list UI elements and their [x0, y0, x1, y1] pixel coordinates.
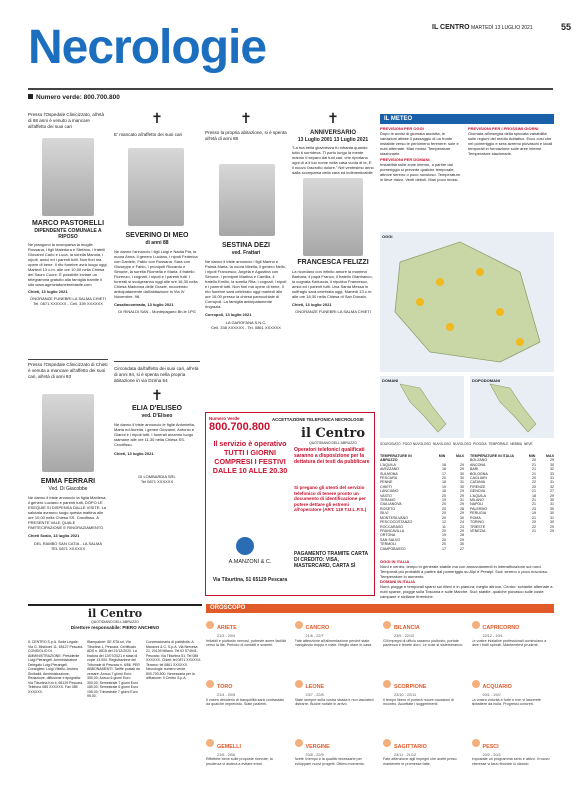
ad-address: Via Tiburtina, 51 65129 Pescara — [212, 577, 288, 583]
weather-title: IL METEO — [380, 114, 554, 124]
obit-photo — [42, 138, 94, 216]
zodiac-text: Avete il tempo e la qualità necessarie per sviluppare nuovi progetti. Ottimo momento. — [294, 757, 365, 766]
temp-min: 19 — [442, 484, 446, 489]
temp-city: CAGLIARI — [470, 476, 487, 481]
temp-min: 20 — [442, 537, 446, 542]
temp-min: 12 — [442, 520, 446, 525]
temps-italia-table — [470, 454, 554, 533]
zodiac-date: 21/5 - 20/6 — [217, 752, 236, 757]
forecast-tomorrow-title: PREVISIONI PER DOMANI — [380, 157, 430, 162]
temp-max: 24 — [460, 520, 464, 525]
ad-banner: ACCETTAZIONE TELEFONICA NECROLOGIE — [272, 417, 364, 422]
obit-role: di anni 88 — [145, 240, 169, 246]
obit-role: ved. Frattari — [231, 250, 261, 256]
obituary-dimeo — [114, 112, 200, 362]
temp-max: 28 — [460, 506, 464, 511]
zodiac-name: CAPRICORNO — [482, 625, 520, 631]
abruzzo-map-icon — [380, 232, 554, 372]
min-header: MIN — [528, 454, 536, 458]
zodiac-sign — [383, 735, 466, 794]
temp-city: BOLZANO — [470, 458, 488, 463]
obit-footer: Chieti Scalo, 13 luglio 2021 — [28, 533, 80, 538]
obit-agency: DI LOMBARDIA SRL — [138, 474, 176, 480]
temp-city: MONTESILVANO — [380, 515, 409, 520]
temp-min: 22 — [532, 480, 536, 485]
publisher-brand-sub: QUOTIDIANO DELL'ABRUZZO — [91, 620, 139, 624]
temp-min: 19 — [442, 533, 446, 538]
ad-company: A.MANZONI & C. — [228, 559, 272, 565]
zodiac-text: Irritabili e piuttosto nervosi, potreste avere facilità verso la lite. Periodo di contatti e scambi. — [206, 638, 286, 647]
zodiac-name: BILANCIA — [394, 625, 420, 631]
zodiac-sign — [472, 735, 555, 794]
temp-city: VASTO — [380, 493, 392, 498]
temps-abruzzo-table — [380, 454, 464, 551]
zodiac-sign — [206, 616, 289, 675]
anniv-dates: 13 Luglio 2001 13 Luglio 2021 — [297, 137, 369, 143]
obituary-deliseo — [114, 366, 200, 596]
temp-min: 21 — [532, 471, 536, 476]
temp-max: 32 — [550, 467, 554, 472]
temp-min: 19 — [442, 498, 446, 503]
obit-intro: Presso l'Ospedale Clinicizzato, all'età di 68 anni è venuto a mancare all'affetto dei suoi cari — [28, 112, 105, 129]
temp-city: LANCIANO — [380, 489, 399, 494]
temps-abruzzo-title: TEMPERATURE IN ABRUZZO — [380, 454, 412, 463]
temp-max: 30 — [460, 515, 464, 520]
obit-intro: E' mancato all'affetto dei suoi cari — [114, 132, 183, 137]
zodiac-name: TORO — [217, 684, 233, 691]
obit-photo — [219, 164, 275, 236]
temp-max: 29 — [550, 458, 554, 463]
legend-partly-cloudy: POCO NUVOLOSO — [402, 442, 431, 446]
temp-city: ROCCARASO — [380, 524, 404, 529]
temp-max: 31 — [460, 498, 464, 503]
obit-body: Ne piangono la scomparsa la moglie Rossana, i figli Maledora e Stefano, i fratelli Giovanni Carlo e Luca, la sorella Manola, i nipoti, amici ed i parenti tutti. Non fiori ma opere di bene. Il rito funebre avrà luogo oggi, Martedì 13 c.m. alle ore 10,00 nella Chiesa del Sacro Cuore. È possibile inviare un telegramma gratuito alla famiglia tramite il sito www.agenziafunebrebasile.com — [28, 242, 108, 287]
zodiac-date: 20/2 - 20/3 — [482, 752, 501, 757]
temp-city: ANCONA — [470, 462, 486, 467]
temp-max: 31 — [460, 480, 464, 485]
zodiac-icon — [295, 621, 303, 629]
temp-max: 30 — [550, 498, 554, 503]
temp-city: TRIESTE — [470, 524, 486, 529]
zodiac-icon — [383, 739, 391, 747]
legend-overcast: NUVOLOSO — [453, 442, 472, 446]
publisher-col-c: Concessionaria di pubblicità: A. Manzoni & C. S.p.A. Via Nervesa 21, 20139 Milano. Tel 02 574941. Pescara: Via Tiburtina 51, Tel 085 XXXXXX. Chieti: tel 0871 XXXXXX. Teramo: tel 0861 XXXXXX. Necrologie numero verde 800.700.800. Necessaria per la diffusione: Il Centro S.p.A. — [146, 640, 202, 680]
zodiac-icon — [383, 680, 391, 688]
zodiac-date: 21/4 - 20/5 — [217, 693, 236, 698]
temp-min: 20 — [532, 484, 536, 489]
temp-max: 29 — [460, 493, 464, 498]
temp-min: 19 — [532, 511, 536, 516]
obit-role: ved. D'Eliseo — [141, 413, 173, 420]
min-header: MIN — [438, 454, 446, 458]
temp-city: SULMONA — [380, 471, 398, 476]
anniversary-felizzi — [292, 112, 374, 412]
temp-city: SILVI — [380, 511, 389, 516]
temp-min: 20 — [442, 476, 446, 481]
temp-min: 20 — [532, 458, 536, 463]
zodiac-date: 23/7 - 22/8 — [305, 693, 324, 698]
zodiac-sign — [295, 735, 378, 794]
temp-max: 31 — [550, 480, 554, 485]
zodiac-name: GEMELLI — [217, 743, 241, 750]
temp-city: ROMA — [470, 515, 481, 520]
zodiac-name: SCORPIONE — [394, 684, 427, 691]
anniv-photo — [303, 178, 363, 256]
temp-max: 23 — [459, 524, 464, 529]
obit-name: SESTINA DEZI — [222, 242, 270, 249]
temp-min: 21 — [532, 467, 536, 472]
temp-min: 22 — [532, 524, 536, 529]
obit-photo — [42, 394, 94, 472]
zodiac-icon — [472, 621, 480, 629]
temp-city: TERMOLI — [380, 542, 396, 547]
obit-agency-tel: TEL 0871 XXXXXX — [50, 546, 86, 551]
zodiac-date: 23/10 - 22/11 — [394, 693, 417, 698]
zodiac-icon — [206, 621, 214, 629]
zodiac-icon — [295, 739, 303, 747]
zodiac-text: Il tempo libero vi porterà nuove occasioni di incontro. Accettate i suggerimenti. — [383, 697, 454, 707]
temp-min: 20 — [442, 515, 446, 520]
temp-max: 30 — [550, 506, 554, 511]
temp-max: 29 — [460, 467, 464, 472]
temp-min: 11 — [442, 524, 446, 529]
zodiac-text: Impostate un programma serio e attivo. Il nuovo interesse vi farà ritrovare lo slancio. — [471, 757, 550, 766]
temp-min: 20 — [442, 506, 446, 511]
obit-intro: Presso l'Ospedale Clinicizzato di Chieti è venuta a mancare all'affetto dei suoi cari, all'età di anni 93 — [28, 362, 108, 379]
zodiac-name: VERGINE — [305, 743, 330, 750]
publisher-director: Direttore responsabile: PIERO ANCHINO — [70, 625, 160, 630]
obit-name: MARCO PASTORELLI — [31, 220, 105, 227]
zodiac-text: Gli impegni di ufficio saranno piuttosto, portate pazienza e tenete duro. Le cose si sistemeranno. — [383, 638, 464, 647]
temp-min: 17 — [442, 471, 446, 476]
temp-max: 29 — [460, 511, 464, 516]
temp-max: 29 — [460, 462, 464, 467]
temp-city: GIULIANOVA — [380, 502, 402, 507]
zodiac-text: Il vostro desiderio di tranquillità sarà contrastato da qualche imprevisto. Siate pazienti. — [206, 697, 285, 707]
temp-max: 29 — [460, 537, 464, 542]
italy-map-icon — [470, 376, 554, 438]
temp-max: 27 — [550, 489, 554, 494]
temp-max: 33 — [550, 471, 554, 476]
zodiac-text: Fate attenzione agli impegni che avete preso: mantenete le promesse fatte. — [383, 757, 458, 766]
column-divider — [114, 361, 200, 362]
zodiac-name: ACQUARIO — [482, 684, 512, 691]
zodiac-date: 23/9 - 22/10 — [394, 634, 415, 638]
anniv-title: ANNIVERSARIO — [309, 130, 356, 136]
temp-city: PESCOCOSTANZO — [380, 520, 413, 525]
anniv-footer: Chieti, 13 luglio 2021 — [292, 302, 332, 307]
temp-city: AVEZZANO — [380, 467, 400, 472]
obit-agency-tel: Tel. 0871 XXXXXX - Cell. 339 XXXXXX — [33, 301, 103, 306]
publisher-box — [28, 604, 202, 794]
temp-min: 21 — [532, 515, 536, 520]
ad-operators: Operatori telefonici qualificati saranno a disposizione per la dettatura dei testi da pubblicare — [294, 447, 370, 466]
weather-map-after — [470, 376, 554, 438]
temp-city: ROSETO — [380, 506, 396, 511]
obit-footer: Corropoli, 13 luglio 2021 — [205, 312, 252, 317]
legend-cloudy: NUVOLOSO — [432, 442, 452, 446]
zodiac-icon — [206, 739, 214, 747]
ad-requirements: Si pregano gli utenti del servizio telefonico di tenere pronto un documento di identificazione per potere dettare gli estremi all'operatore (ART. 119 T.U.L.P.S.) — [294, 485, 367, 513]
temp-max: 29 — [460, 502, 464, 507]
obit-intro: Circondata dall'affetto dei suoi cari, all'età di anni 94, si è spenta nella propria abitazione in via Dzima 54 — [114, 366, 199, 383]
obituary-ferrari — [28, 362, 108, 597]
temp-min: 18 — [442, 489, 446, 494]
temp-city: CATANIA — [470, 480, 486, 485]
temp-city: MILANO — [470, 498, 484, 503]
temp-city: PERUGIA — [470, 511, 487, 516]
temp-min: 20 — [532, 476, 536, 481]
temp-min: 23 — [532, 506, 536, 511]
weather-map-today — [380, 232, 554, 372]
zodiac-sign — [206, 675, 289, 734]
temp-max: 30 — [550, 462, 554, 467]
obit-intro: Presso la propria abitazione, si è spenta all'età di anni 88 — [205, 130, 287, 141]
zodiac-sign — [472, 675, 555, 734]
temp-city: PESCARA — [380, 476, 398, 481]
temp-min: 18 — [532, 493, 536, 498]
obit-photo — [128, 148, 184, 226]
zodiac-date: 23/8 - 22/9 — [305, 752, 324, 757]
temp-row — [470, 529, 554, 533]
necrology-ad — [205, 412, 375, 596]
temp-min: 20 — [442, 502, 446, 507]
obit-role: Ved. Di Giacobbe — [48, 486, 88, 492]
publisher-brand: il Centro — [87, 607, 143, 620]
legend-rain: PIOGGIA — [473, 442, 487, 446]
zodiac-name: ARIETE — [217, 625, 237, 631]
zodiac-text: Riflettete bene sulle proposte ricevute; la prudenza vi aiuterà a evitare errori. — [206, 757, 273, 766]
temp-min: 18 — [442, 480, 446, 485]
map-after-label: DOPODOMANI — [472, 378, 500, 383]
temp-min: 21 — [532, 498, 536, 503]
weather-map-tomorrow — [380, 376, 464, 438]
obituary-dezi — [205, 112, 287, 347]
italy-today-text: Nord e centro: tempo in generale stabile ma con annuvolamenti in intensificazione sul nord. Temporali più probabili a partire dal pomeriggio su Alpi e Prealpi. Sud: sereno o poco nuvoloso. Temperature in aumento. — [380, 564, 549, 579]
temp-city: TERAMO — [380, 498, 396, 503]
obit-agency: ONORANZE FUNEBRI LA SALMA CHIETI — [30, 296, 106, 301]
legend-fog: NEBBIA — [510, 442, 522, 446]
temp-min: 20 — [442, 493, 446, 498]
ad-service-hours: Il servizio è operativo TUTTI I GIORNI COMPRESI I FESTIVI DALLE 10 ALLE 20.30 — [212, 439, 288, 475]
temp-max: 32 — [550, 484, 554, 489]
obit-name: EMMA FERRARI — [40, 478, 96, 485]
temp-city: VENEZIA — [470, 528, 486, 533]
zodiac-name: PESCI — [482, 743, 499, 750]
max-header: MAX — [456, 454, 464, 458]
zodiac-sign — [472, 616, 555, 675]
zodiac-date: 20/1 - 19/2 — [482, 693, 501, 698]
zodiac-icon — [295, 680, 303, 688]
temps-italia-title: TEMPERATURE IN ITALIA — [470, 454, 514, 458]
phone-label — [28, 94, 120, 101]
temp-max: 30 — [550, 520, 554, 525]
legend-snow: NEVE — [523, 442, 533, 446]
forecast-next-text: Giornata all'insegna della spiccata variabilità sulle regioni del medio Adriatico. Ecco così che nel pomeriggio e sera avremo piovaschi e locali temporali in formazione sulle aree interne. Temperature stazionarie. — [468, 131, 553, 156]
zodiac-name: CANCRO — [305, 625, 330, 631]
obit-footer: Casalincontrada, 13 luglio 2021 — [114, 302, 174, 307]
weather-legend — [380, 442, 554, 452]
zodiac-date: 21/3 - 20/4 — [217, 634, 236, 638]
italy-tomorrow-title: DOMANI IN ITALIA — [380, 579, 416, 584]
temp-min: 17 — [442, 546, 446, 551]
cross-icon: ✝ — [151, 111, 163, 127]
zodiac-sign — [295, 616, 378, 675]
temp-max: 30 — [460, 484, 464, 489]
temp-max: 29 — [550, 524, 554, 529]
weather-section — [380, 114, 554, 598]
temp-max: 29 — [550, 528, 554, 533]
obit-footer: Chieti, 13 luglio 2021 — [114, 451, 154, 457]
issue-date: MARTEDÌ 13 LUGLIO 2021 — [471, 25, 533, 31]
italy-map-icon — [380, 376, 464, 438]
temp-max: 28 — [460, 533, 464, 538]
temp-min: 20 — [442, 528, 446, 533]
temp-min: 18 — [442, 462, 446, 467]
temp-min: 20 — [442, 511, 446, 516]
temp-max: 30 — [460, 476, 464, 481]
temp-city: TORINO — [470, 520, 484, 525]
italy-tomorrow-text: Nord: piogge e temporali sparsi sui rilievi e in pianura; meglio altrove. Centro: schiarite alternate a nubi sparse, piogge sulla Toscana e sulle Marche. Sud: stabile, qualche piovasco sulle coste campane e siciliane tirreniche. — [380, 584, 553, 599]
obit-agency-tel: Cell. 338 XXXXXX - Tel. 0861 XXXXXX — [211, 325, 281, 330]
toll-free-label: Numero Verde — [209, 416, 240, 421]
column-divider — [28, 359, 108, 360]
temp-max: 31 — [550, 502, 554, 507]
section-title: Necrologie — [28, 21, 267, 74]
temp-city: SAN SALVO — [380, 537, 401, 542]
zodiac-date: 23/11 - 21/12 — [394, 752, 417, 757]
zodiac-icon — [472, 680, 480, 688]
temp-city: L'AQUILA — [470, 493, 486, 498]
map-tomorrow-label: DOMANI — [382, 378, 399, 383]
temp-min: 21 — [532, 528, 536, 533]
ad-brand-sub: QUOTIDIANO DELL'ABRUZZO — [309, 441, 357, 445]
temp-max: 29 — [460, 489, 464, 494]
horoscope-section — [206, 604, 554, 794]
header-rule — [28, 88, 553, 90]
obituary-pastorelli — [28, 112, 108, 358]
obit-name: ELIA D'ELISEO — [131, 405, 183, 413]
temp-city: GENOVA — [470, 489, 486, 494]
legend-storm: TEMPORALE — [488, 442, 509, 446]
publisher-col-b: Stampatore: SE.STA srl, Via Tiburtina 1, Pescara. Certificato ADS n. 8815 del 21/12/2020. La tiratura del 12/07/2021 è stata di copie 13.000. Registrazione del Tribunale di Pescara n. 6/86. PER ABBONAMENTI: Tariffe postali da versare: Annuo 7 giorni Euro 350,00; Annuo 6 giorni Euro 300,00; Semestrale 7 giorni Euro 180,00; Semestrale 6 giorni Euro 155,00; Trimestrale 7 giorni Euro 95,00. — [87, 640, 140, 698]
obit-agency: DI RINALDI SAN - Montepagano Bh.le 1PG — [118, 309, 196, 314]
obit-agency-tel: Tel 0871 XXXXXX — [140, 479, 174, 485]
zodiac-sign — [383, 675, 466, 734]
obit-body: Ne danno il triste annuncio le figlie Antonietta, Maria ed Aurelia, i generi Giovanni, Antonio e Gianni e i nipoti tutti. I funerali avranno luogo stamane alle ore 11,30 nella Chiesa SS. Crocifisso. — [114, 422, 195, 448]
ad-payment: PAGAMENTO TRAMITE CARTA DI CREDITO: VISA, MASTERCARD, CARTA SÌ — [294, 551, 368, 569]
obit-role: DIPENDENTE COMUNALE A RIPOSO — [34, 228, 102, 240]
cross-icon: ✝ — [151, 388, 163, 405]
zodiac-text: State sempre sulla vostra strada e non lasciatevi distrarre. Buone notizie in arrivo. — [294, 697, 374, 707]
obit-body: Ne danno il triste annuncio la figlia Marilena, il genero Luciano e parenti tutti. DOPO LE ESEQUIE SI DISPENSA DALLE VISITE. La salutata avranno luogo questa mattina alle ore 10,00 nella Chiesa SS. Crocifisso. A PRESENTE VALE QUALE PARTECIPAZIONE E RINGRAZIAMENTO — [28, 495, 107, 530]
anniv-name: FRANCESCA FELIZZI — [297, 259, 369, 266]
obit-agency: DEL RAMBO SAN CATIA - LA SALMA — [33, 541, 103, 546]
zodiac-text: Le vostre iniziative professionali cominciano a dare i frutti sperati. Mantenetevi prudenti. — [471, 638, 547, 647]
ad-brand: il Centro — [301, 426, 365, 441]
temp-row — [380, 547, 464, 551]
zodiac-name: SAGITTARIO — [394, 743, 427, 750]
publisher-col-a: IL CENTRO S.p.A. Sede Legale: Via G. Misticoni 11, 65127 Pescara. CONSIGLIO DI AMMINISTRAZIONE: Presidente Luigi Pierangeli. Amministratore Delegato Luigi Pierangeli. Consiglieri: Luigi Vitiello, Andrea Sinibaldi. Amministrazione, Redazione, diffusione e tipografia: Via Tiburtina Km 4, 65129 Pescara. Telefono 085 XXXXXX. Fax 085 XXXXXX. — [28, 640, 84, 694]
zodiac-text: La vostra volontà è forte e non vi lascerete abbattere da nulla. Progressi concreti. — [471, 697, 541, 707]
forecast-next-title: PREVISIONI PER I PROSSIMI GIORNI — [468, 126, 539, 131]
temp-max: 29 — [460, 528, 464, 533]
italy-today-title: OGGI IN ITALIA — [380, 559, 410, 564]
temp-city: BARI — [470, 467, 479, 472]
zodiac-date: 22/12 - 19/1 — [482, 634, 503, 638]
map-today-label: OGGI — [382, 234, 393, 239]
phone-label-text: Numero verde: 800.700.800 — [36, 94, 120, 101]
temp-city: CAMPOBASSO — [380, 546, 406, 551]
zodiac-icon — [472, 739, 480, 747]
zodiac-icon — [383, 621, 391, 629]
forecast-today-title: PREVISIONI PER OGGI — [380, 126, 424, 131]
page-header — [28, 14, 572, 106]
zodiac-icon — [206, 680, 214, 688]
forecast-today-text: Dopo le avvisi di giornata asciutta, le variazioni attese il passaggio di un fronte instabile verso le perlomeno ferenere: sole e nubi alternate. Mari mossi. Temperature stazionarie. — [380, 131, 459, 156]
zodiac-sign — [383, 616, 466, 675]
zodiac-text: Fate attenzione all'alimentazione perché state mangiando troppo e male. Meglio stare in casa. — [294, 638, 373, 647]
zodiac-sign — [295, 675, 378, 734]
temp-city: PENNE — [380, 480, 393, 485]
temp-city: NAPOLI — [470, 502, 484, 507]
obit-footer: Chieti, 13 luglio 2021 — [28, 289, 68, 294]
paper-name: IL CENTRO — [432, 24, 470, 31]
anniv-agency: ONORANZE FUNEBRI LA SALMA CHIETI — [295, 309, 371, 314]
temp-city: FRANCAVILLA — [380, 528, 405, 533]
page-number: 55 — [561, 22, 572, 32]
max-header: MAX — [546, 454, 554, 458]
temp-min: 16 — [442, 467, 446, 472]
temp-max: 30 — [460, 471, 464, 476]
temp-max: 30 — [550, 511, 554, 516]
legend-sunny: SOLEGGIATO — [380, 442, 401, 446]
temp-city: CHIETI — [380, 484, 392, 489]
temp-max: 27 — [460, 546, 464, 551]
zodiac-date: 21/6 - 22/7 — [305, 634, 324, 638]
zodiac-name: LEONE — [305, 684, 325, 691]
temp-max: 29 — [550, 493, 554, 498]
temp-max: 31 — [550, 515, 554, 520]
obit-body: Ne danno l'annuncio i figli Luigi e Nadia Pia, la nuora Anna, il genero Luciano, i nipoti Federica con Daniele, Fabio con Rossana. Sara con Giuseppe e Fabio, i pronipoti Riccardo e Simone, la sorella Filomella e Maria, il fratello Fiorenzo, i cognati, i nipoti e i parenti tutti. I funerali si svolgeranno oggi alle ore 16,30 nella Chiesa Madonna delle Grazie, muovendo anticipatamente dall'abitazione in Via IV Novembre, 98. — [114, 249, 198, 299]
obit-name: SEVERINO DI MEO — [125, 232, 189, 239]
horoscope-title: OROSCOPO — [206, 604, 554, 613]
temp-city: FIRENZE — [470, 484, 486, 489]
temp-city: PALERMO — [470, 506, 488, 511]
obit-body: Ne danno il triste annuncio i figli Marino e Palma Maria, la nuora Mirella, il genero Nello, i nipoti Francesco, Angela e Agostina con Simone, i pronipoti Martina e Camilla, il fratello Emilio, la sorella Rita, i cognati, i nipoti e i parenti tutti. Non fiori ma opere di bene. Il rito funebre sarà celebrato oggi martedì alle ore 16,00 presso la chiesa parrocchiale di Corropoli. La famiglia anticipatamente ringrazia. — [205, 259, 287, 309]
anniv-body2: La ricordano con infinito amore la mamma Barbara, il papà Franco, il fratello Gianfranco, la cognata Katiuscia, il nipotino Francesco, amici ed i parenti tutti. Una Santa Messa in suffragio sarà celebrata oggi, Martedì 13 c.m. alle ore 18,30 nella Chiesa di San Donato. — [292, 269, 373, 299]
temp-max: 31 — [550, 476, 554, 481]
cross-icon: ✝ — [327, 111, 339, 127]
temp-min: 21 — [532, 489, 536, 494]
temp-min: 21 — [532, 462, 536, 467]
forecast-tomorrow-text: Instabilità sulle zone interne, a partire dal pomeriggio si prevede qualche temporale; altrove sereno o poco nuvoloso. Temperature in lieve rialzo. Venti deboli. Mari poco mossi. — [380, 162, 461, 182]
temp-max: 30 — [460, 542, 464, 547]
zodiac-sign — [206, 735, 289, 794]
company-logo-icon — [236, 537, 254, 555]
temp-min: 20 — [442, 542, 446, 547]
anniv-body: "La tua bella giovinezza fu infranta quando tutto ti sorrideva. Ti porto lungo la mente manon ti separo dai tuoi cari, che riportano ogni dì a il tuo nome nella casa vuota di te, E il nuovo l'ascrolto dolore." Nel ventesimo anno dalla scomparsa della cara ed indimenticabile — [292, 145, 374, 175]
obit-agency: LA GAROFANA S.N.C. — [225, 320, 267, 325]
temp-city: ORTONA — [380, 533, 396, 538]
temp-min: 21 — [532, 502, 536, 507]
temp-city: L'AQUILA — [380, 462, 396, 467]
temp-min: 20 — [532, 520, 536, 525]
temp-city: BOLOGNA — [470, 471, 488, 476]
cross-icon: ✝ — [240, 111, 252, 127]
toll-free-number: 800.700.800 — [209, 421, 271, 433]
